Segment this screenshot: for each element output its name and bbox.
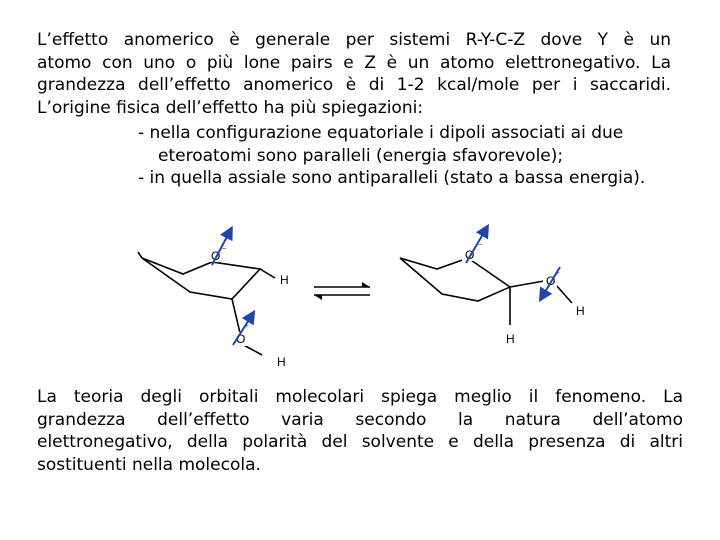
bond-c1-o-right <box>510 281 544 287</box>
bullet-equatorial-line-2: eteroatomi sono paralleli (energia sfavorevole); <box>158 145 564 166</box>
exocyclic-oxygen-right: O <box>546 274 556 288</box>
pyranose-ring-left <box>142 258 260 299</box>
dipole-minus-left: − <box>222 244 227 253</box>
dipole-plus-right: + <box>555 268 560 277</box>
equatorial-conformer <box>138 252 275 355</box>
bullet-equatorial-line-1: - nella configurazione equatoriale i dipoli associati ai due <box>138 123 624 143</box>
intro-line-4: L’origine fisica dell’effetto ha più spiegazioni: <box>37 97 424 118</box>
pyranose-ring-right <box>400 258 510 301</box>
c1-hydrogen-left: H <box>280 273 289 287</box>
ring-oxygen-left: O <box>211 249 221 263</box>
outro-paragraph <box>37 386 683 476</box>
outro-line-2: grandezza dell’effetto varia secondo la natura dell’atomo <box>37 409 683 430</box>
equilibrium-arrows <box>314 282 370 300</box>
dipole-plus-left: + <box>244 321 249 330</box>
intro-line-1: L’effetto anomerico è generale per sistemi R-Y-C-Z dove Y è un <box>37 30 671 50</box>
exocyclic-oxygen-left: O <box>236 332 246 346</box>
outro-line-3: elettronegativo, della polarità del solvente e della presenza di altri <box>37 432 683 452</box>
hydroxyl-hydrogen-left: H <box>277 355 286 369</box>
ring-oxygen-right: O <box>465 248 475 262</box>
intro-line-3: grandezza dell’effetto anomerico è di 1-2 kcal/mole per i saccaridi. <box>37 75 671 95</box>
hydroxyl-hydrogen-right: H <box>576 304 585 318</box>
intro-paragraph <box>37 29 671 119</box>
bond-c1-h-left <box>260 269 275 278</box>
outro-line-1: La teoria degli orbitali molecolari spiega meglio il fenomeno. La <box>37 387 683 407</box>
bullet-axial: - in quella assiale sono antiparalleli (stato a bassa energia). <box>138 168 646 188</box>
anomeric-equilibrium-scheme <box>0 215 720 375</box>
outro-line-4: sostituenti nella molecola. <box>37 454 261 475</box>
dipole-minus-right: − <box>478 240 483 249</box>
bullet-list <box>37 122 687 190</box>
c1-hydrogen-right: H <box>506 332 515 346</box>
intro-line-2: atomo con uno o più lone pairs e Z è un atomo elettronegativo. La <box>37 52 671 73</box>
bond-c1-o-axial-left <box>232 299 240 333</box>
bond-o-h-right <box>556 285 572 303</box>
